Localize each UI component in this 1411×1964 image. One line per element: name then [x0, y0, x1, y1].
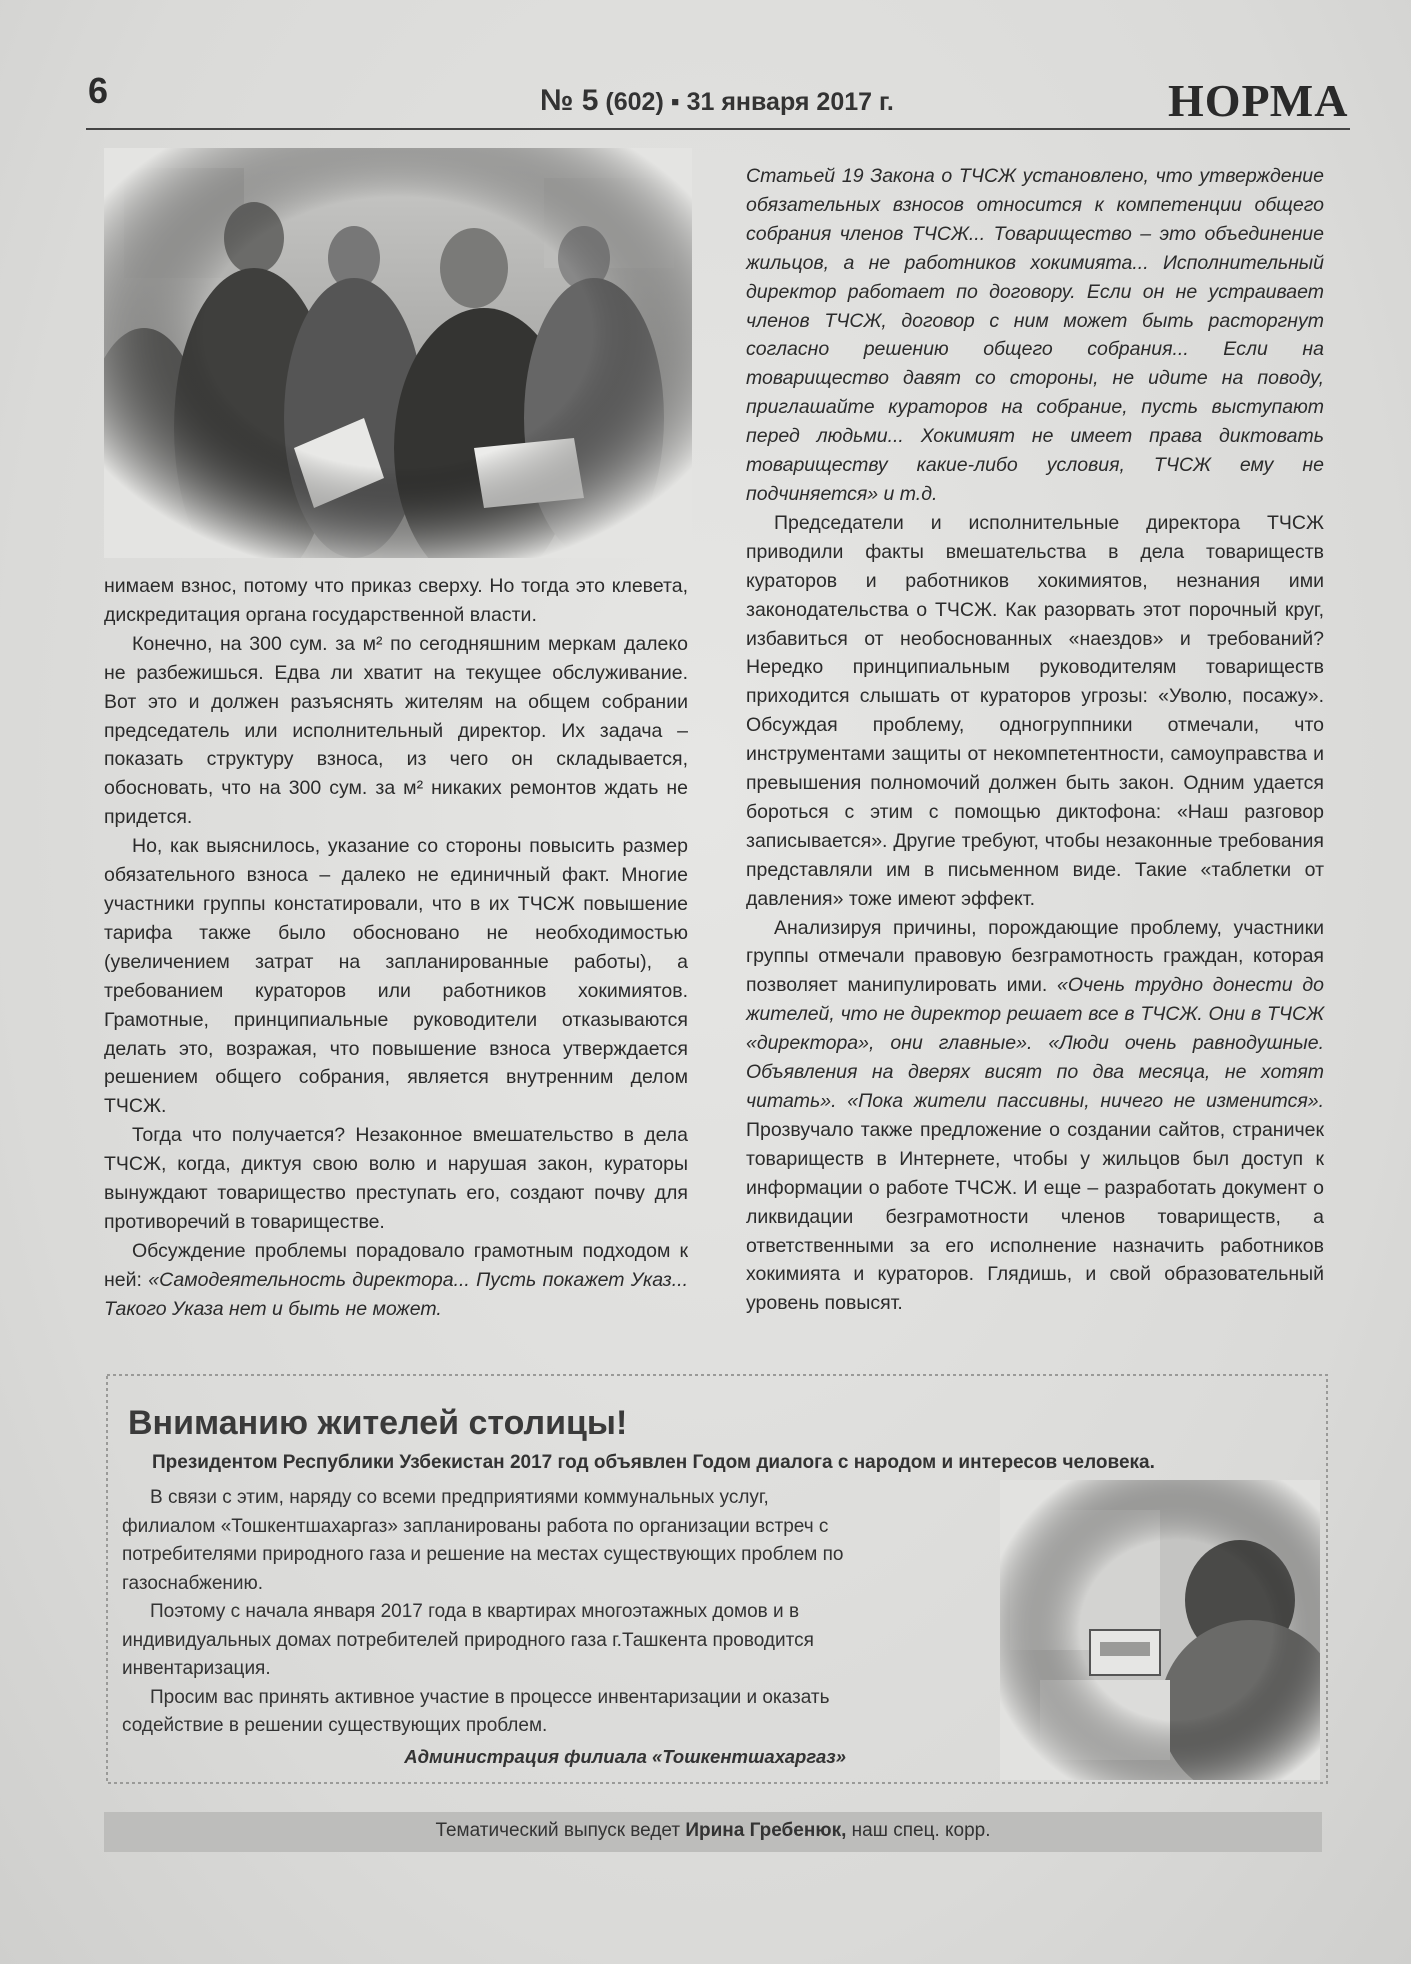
left-paragraph-5 [104, 1237, 688, 1324]
notice-title: Вниманию жителей столицы! [128, 1404, 628, 1442]
issue-separator: ▪ [670, 88, 680, 116]
left-paragraph-2: Конечно, на 300 сум. за м² по сегодняшним меркам далеко не разбежишься. Едва ли хватит на текущее обслуживание. Вот это и должен разъяснять жителям на общем собрании председатель или исполнительный директор. Их задача – показать структуру взноса, из чего он складывается, обосновать, что на 300 сум. за м² никаких ремонтов ждать не придется. [104, 632, 688, 829]
article-left-column [104, 572, 688, 1324]
right-paragraph-3 [746, 914, 1324, 1319]
right-paragraph-3-quotes: «Очень трудно донести до жителей, что не директор решает все в ТЧСЖ. Они в ТЧСЖ «директора», они главные». «Люди очень равнодушные. Объявления на дверях висят по два месяца, не хотят читать». «Пока жители пассивны, ничего не изменится». [746, 974, 1324, 1112]
crescent-moon-icon [1318, 38, 1344, 72]
right-paragraph-1-quote: Статьей 19 Закона о ТЧСЖ установлено, что утверждение обязательных взносов относится к компетенции общего собрания членов ТЧСЖ... Товарищество – это объединение жильцов, а не работников хокимията... Исполнительный директор работает по договору. Если он не устраивает членов ТЧСЖ, договор с ним может быть расторгнут согласно решению общего собрания... Если на товарищество давят со стороны, не идите на поводу, приглашайте кураторов на собрание, пусть выступают перед людьми... Хокимият не имеет права диктовать товариществу какие-либо условия, ТЧСЖ ему не подчиняется» и т.д. [746, 165, 1324, 505]
page-number: 6 [88, 70, 109, 111]
footer-suffix: наш спец. корр. [846, 1820, 991, 1841]
right-paragraph-3-text-a: Анализируя причины, порождающие проблему, участники группы отмечали правовую безграмотность граждан, которая позволяет манипулировать ими. [746, 916, 1324, 997]
left-paragraph-5-quote: «Самодеятельность директора... Пусть покажет Указ... Такого Указа нет и быть не может. [104, 1268, 688, 1320]
notice-paragraph-3: Просим вас принять активное участие в процессе инвентаризации и оказать содействие в решении существующих проблем. [122, 1686, 830, 1736]
notice-signature: Администрация филиала «Тошкентшахаргаз» [404, 1746, 846, 1767]
issue-date: 31 января 2017 г. [686, 88, 894, 116]
notice-body [122, 1484, 846, 1741]
left-paragraph-3: Но, как выяснилось, указание со стороны повысить размер обязательного взноса – далеко не единичный факт. Многие участники группы констатировали, что в их ТЧСЖ повышение тарифа также было обосновано не необходимостью (увеличением затрат на запланированные работы), а требованием кураторов или работников хокимиятов. Грамотные, принципиальные руководители отказываются делать это, возражая, что повышение взноса утверждается решением общего собрания, является внутренним делом ТЧСЖ. [104, 835, 688, 1118]
notice-paragraph-1: В связи с этим, наряду со всеми предприятиями коммунальных услуг, филиалом «Тошкентшахаргаз» запланированы работа по организации встреч с потребителями природного газа и решение на местах существующих проблем по газоснабжению. [122, 1487, 844, 1594]
issue-number: № 5 [540, 84, 599, 117]
right-paragraph-3-text-b: Прозвучало также предложение о создании сайтов, страничек товариществ в Интернете, чтобы у жильцов был доступ к информации о работе ТЧСЖ. И еще – разработать документ о ликвидации безграмотности членов товариществ, а ответственными за его исполнение назначить работников хокимията и кураторов. Глядишь, и свой образовательный уровень повысят. [746, 1118, 1324, 1315]
issue-total: (602) [605, 88, 664, 116]
footer-prefix: Тематический выпуск ведет [435, 1820, 686, 1841]
meeting-photo [104, 148, 692, 558]
footer-credit [104, 1820, 1322, 1842]
left-paragraph-4: Тогда что получается? Незаконное вмешательство в дела ТЧСЖ, когда, диктуя свою волю и нарушая закон, кураторы вынуждают товарищество преступать его, создают почву для противоречий в товариществе. [104, 1124, 688, 1233]
header-divider [86, 128, 1350, 130]
left-paragraph-1: нимаем взнос, потому что приказ сверху. Но тогда это клевета, дискредитация органа государственной власти. [104, 575, 688, 626]
left-paragraph-5-text: Обсуждение проблемы порадовало грамотным подходом к ней: [104, 1239, 688, 1291]
gas-meter-photo [1000, 1480, 1320, 1780]
newspaper-logo: НОРМА [1168, 75, 1349, 126]
article-right-column [746, 162, 1324, 1318]
right-paragraph-1 [746, 162, 1324, 509]
right-paragraph-2: Председатели и исполнительные директора ТЧСЖ приводили факты вмешательства в дела товариществ кураторов и работников хокимиятов, незнания ими законодательства о ТЧСЖ. Как разорвать этот порочный круг, избавиться от необоснованных «наездов» и требований? Нередко принципиальным руководителям товариществ приходится слышать от кураторов угрозы: «Уволю, посажу». Обсуждая проблему, одногруппники отмечали, что инструментами защиты от некомпетентности, самоуправства и превышения полномочий должен быть закон. Одним удается бороться с этим с помощью диктофона: «Наш разговор записывается». Другие требуют, чтобы незаконные требования представляли им в письменном виде. Такие «таблетки от давления» тоже имеют эффект. [746, 511, 1324, 910]
issue-info [540, 84, 894, 118]
notice-paragraph-2: Поэтому с начала января 2017 года в квартирах многоэтажных домов и в индивидуальных домах потребителей природного газа г.Ташкента проводится инвентаризация. [122, 1601, 814, 1679]
footer-author: Ирина Гребенюк, [685, 1820, 847, 1841]
notice-lead: Президентом Республики Узбекистан 2017 год объявлен Годом диалога с народом и интересов человека. [152, 1452, 1155, 1473]
